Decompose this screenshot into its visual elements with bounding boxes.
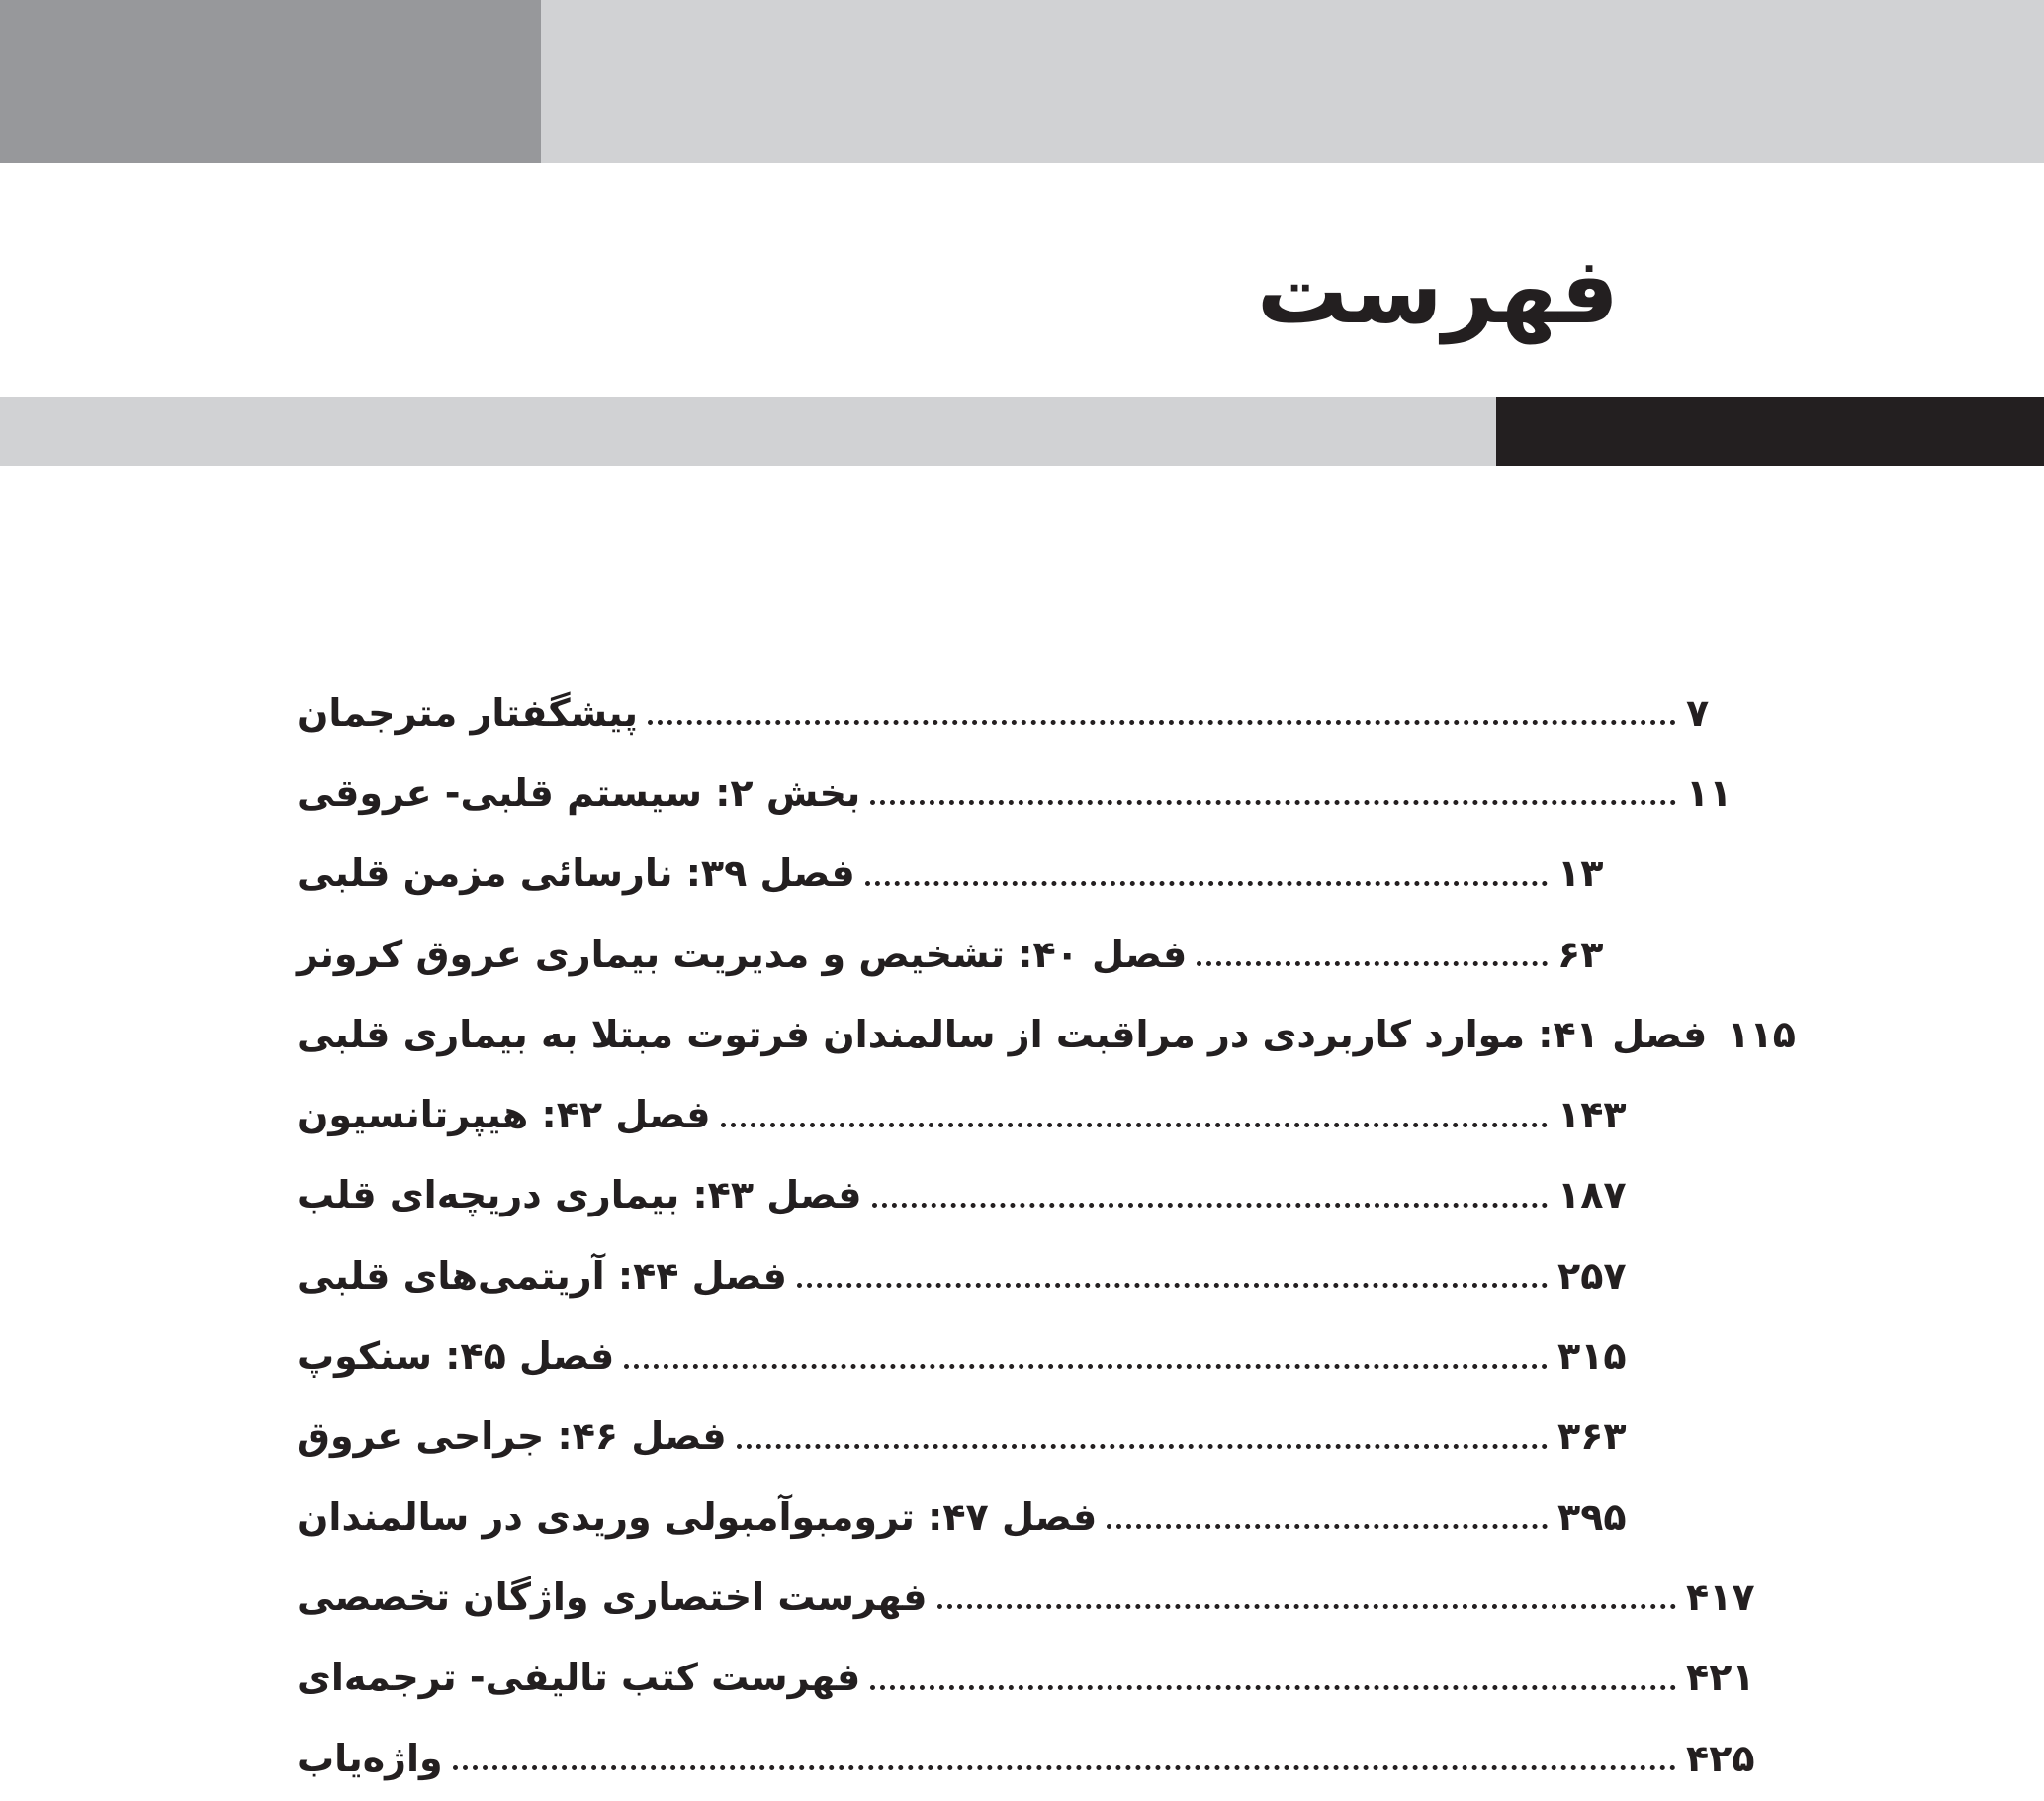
toc-entry[interactable] — [297, 1155, 1755, 1235]
toc-page-number: ۶۳ — [1557, 932, 1604, 976]
toc-entry[interactable] — [297, 1557, 1755, 1637]
toc-page-number: ۳۶۳ — [1557, 1414, 1627, 1459]
toc-dot-leader — [721, 1123, 1548, 1127]
toc-entry-title: فصل ۴۴: آریتمی‌های قلبی — [297, 1253, 787, 1298]
toc-entry-title: فهرست اختصاری واژگان تخصصی — [297, 1575, 928, 1619]
toc-entry-title: فصل ۴۶: جراحی عروق — [297, 1414, 727, 1459]
header-band-light — [541, 0, 2044, 163]
toc-entry[interactable] — [297, 1074, 1755, 1154]
toc-entry[interactable] — [297, 673, 1755, 753]
toc-entry[interactable] — [297, 1477, 1755, 1557]
toc-dot-leader — [648, 720, 1676, 725]
toc-entry[interactable] — [297, 1315, 1755, 1396]
toc-page-number: ۷ — [1686, 690, 1710, 735]
toc-page-number: ۴۲۵ — [1686, 1736, 1755, 1780]
toc-dot-leader — [797, 1283, 1548, 1288]
toc-entry[interactable] — [297, 1396, 1755, 1477]
toc-entry[interactable] — [297, 914, 1755, 994]
header-band-dark — [0, 0, 541, 163]
toc-dot-leader — [870, 1685, 1676, 1690]
toc-entry-title: فصل ۴۳: بیماری دریچه‌ای قلب — [297, 1173, 862, 1217]
toc-dot-leader — [453, 1765, 1676, 1770]
toc-dot-leader — [865, 881, 1548, 886]
toc-entry-title: واژه‌یاب — [297, 1736, 443, 1780]
toc-entry-title: فصل ۳۹: نارسائی مزمن قلبی — [297, 852, 855, 896]
toc-entry-title: فصل ۴۵: سنکوپ — [297, 1334, 615, 1379]
toc-entry-title: فهرست کتب تالیفی- ترجمه‌ای — [297, 1656, 861, 1700]
toc-entry[interactable] — [297, 1235, 1755, 1315]
toc-entry[interactable] — [297, 1638, 1755, 1718]
toc-entry-title: پیشگفتار مترجمان — [297, 690, 639, 735]
toc-page-number: ۱۴۳ — [1557, 1093, 1627, 1137]
toc-dot-leader — [1197, 961, 1548, 966]
toc-page-number: ۳۱۵ — [1557, 1334, 1627, 1379]
toc-page-number: ۱۳ — [1557, 852, 1604, 896]
toc-entry[interactable] — [297, 753, 1755, 833]
toc-dot-leader — [937, 1604, 1676, 1609]
toc-entry[interactable] — [297, 994, 1796, 1074]
page-title: فهرست — [1256, 238, 1619, 344]
toc-dot-leader — [870, 800, 1676, 805]
table-of-contents — [297, 673, 1796, 1798]
toc-page-number: ۱۱۵ — [1727, 1012, 1796, 1056]
title-underline-band-dark — [1496, 397, 2044, 466]
toc-entry-title: بخش ۲: سیستم قلبی- عروقی — [297, 770, 861, 815]
toc-dot-leader — [872, 1203, 1548, 1208]
toc-page-number: ۱۱ — [1686, 770, 1733, 815]
toc-entry-title: فصل ۴۲: هیپرتانسیون — [297, 1093, 711, 1137]
toc-entry-title: فصل ۴۱: موارد کاربردی در مراقبت از سالمندان فرتوت مبتلا به بیماری قلبی — [297, 1012, 1708, 1056]
toc-page-number: ۱۸۷ — [1557, 1173, 1627, 1217]
toc-entry[interactable] — [297, 834, 1755, 914]
toc-page-number: ۲۵۷ — [1557, 1253, 1627, 1298]
toc-entry-title: فصل ۴۷: ترومبوآمبولی وریدی در سالمندان — [297, 1494, 1098, 1539]
toc-page-number: ۴۲۱ — [1686, 1656, 1755, 1700]
toc-dot-leader — [737, 1444, 1548, 1449]
toc-page-number: ۳۹۵ — [1557, 1494, 1627, 1539]
toc-dot-leader — [624, 1364, 1548, 1369]
toc-entry-title: فصل ۴۰: تشخیص و مدیریت بیماری عروق کرونر — [297, 932, 1188, 976]
toc-dot-leader — [1107, 1524, 1548, 1529]
toc-entry[interactable] — [297, 1718, 1755, 1798]
toc-page-number: ۴۱۷ — [1686, 1575, 1755, 1619]
title-underline-band-light — [0, 397, 1496, 466]
